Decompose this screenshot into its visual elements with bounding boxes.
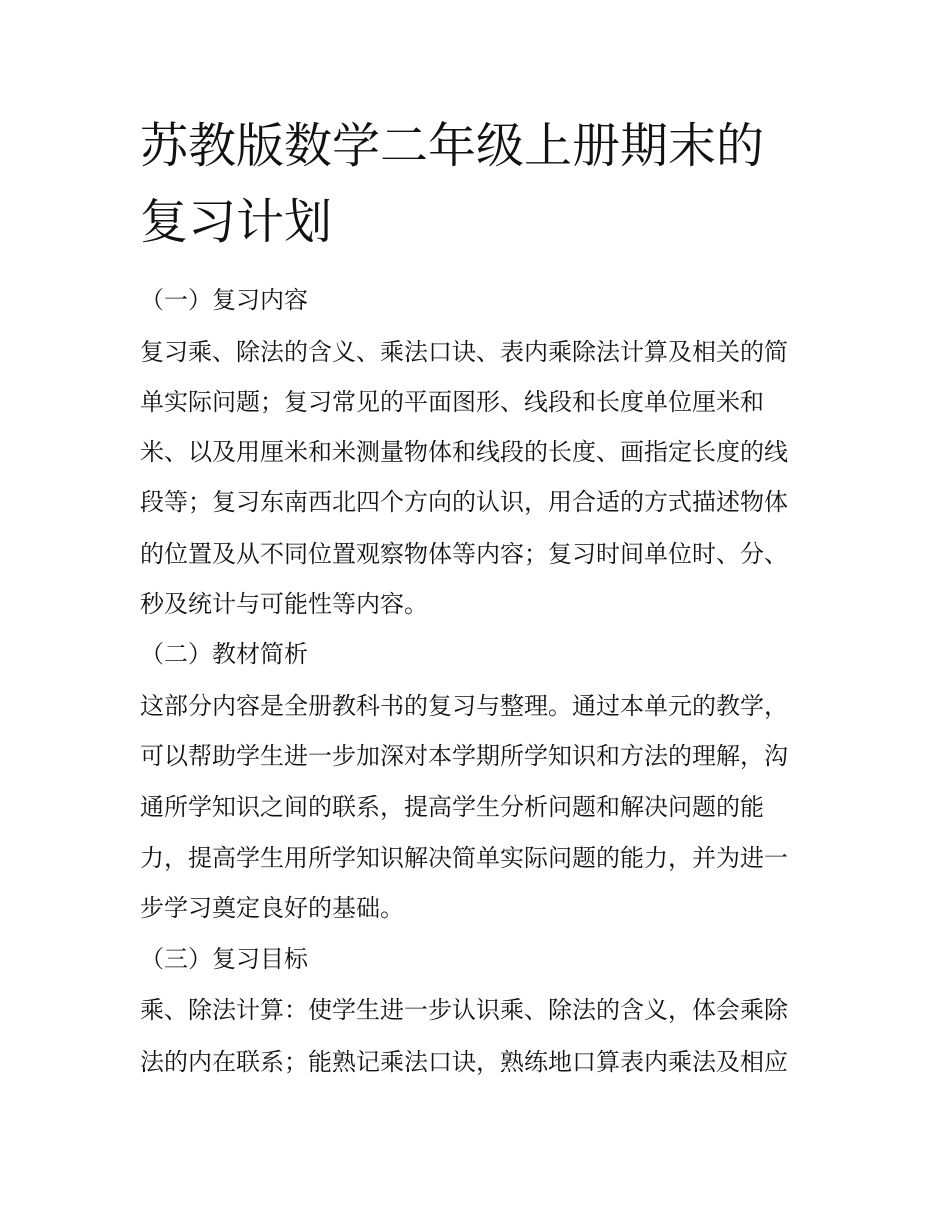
document-title-line-2: 复习计划 [140, 194, 333, 250]
paragraph-line: 米、以及用厘米和米测量物体和线段的长度、画指定长度的线 [140, 438, 788, 466]
paragraph-line: 力，提高学生用所学知识解决简单实际问题的能力，并为进一 [140, 844, 788, 872]
paragraph-line: 这部分内容是全册教科书的复习与整理。通过本单元的教学， [140, 692, 788, 720]
section-heading-textbook-analysis: （二）教材简析 [140, 640, 308, 668]
paragraph-line: 可以帮助学生进一步加深对本学期所学知识和方法的理解，沟 [140, 742, 788, 770]
paragraph-line: 的位置及从不同位置观察物体等内容；复习时间单位时、分、 [140, 540, 788, 568]
paragraph-line: 段等；复习东南西北四个方向的认识，用合适的方式描述物体 [140, 488, 788, 516]
paragraph-line: 通所学知识之间的联系，提高学生分析问题和解决问题的能 [140, 793, 764, 821]
paragraph-line: 复习乘、除法的含义、乘法口诀、表内乘除法计算及相关的简 [140, 338, 788, 366]
document-title-line-1: 苏教版数学二年级上册期末的 [140, 118, 765, 174]
section-heading-review-goals: （三）复习目标 [140, 945, 308, 973]
paragraph-line: 秒及统计与可能性等内容。 [140, 590, 428, 618]
paragraph-line: 乘、除法计算：使学生进一步认识乘、除法的含义，体会乘除 [140, 996, 788, 1024]
paragraph-line: 步学习奠定良好的基础。 [140, 894, 404, 922]
section-heading-review-content: （一）复习内容 [140, 286, 308, 314]
paragraph-line: 单实际问题；复习常见的平面图形、线段和长度单位厘米和 [140, 388, 764, 416]
paragraph-line: 法的内在联系；能熟记乘法口诀，熟练地口算表内乘法及相应 [140, 1048, 788, 1076]
